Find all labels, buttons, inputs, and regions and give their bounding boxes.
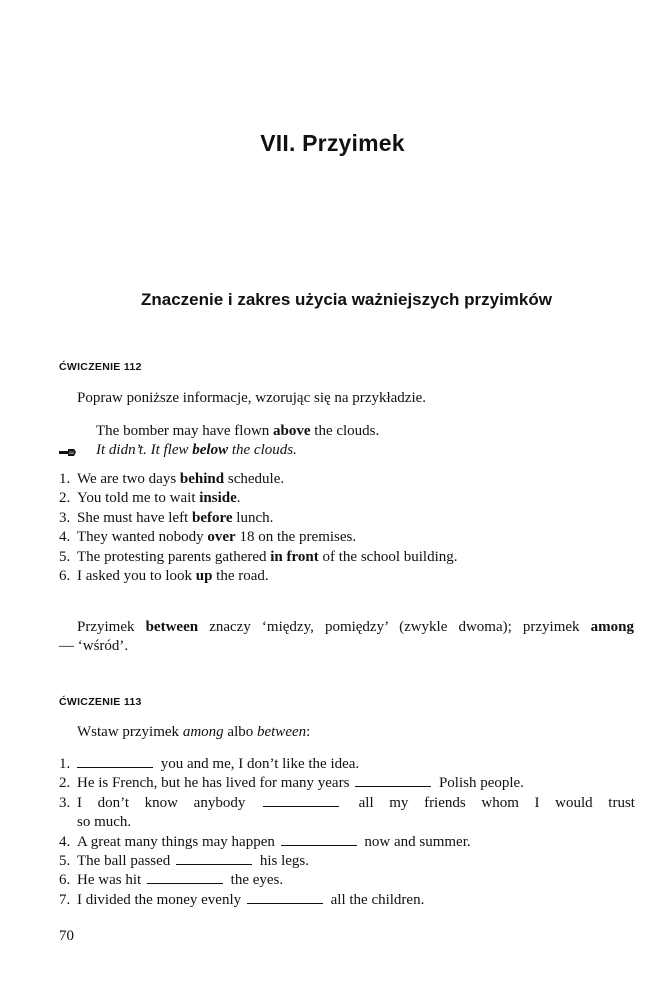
list-item	[59, 755, 635, 774]
note-among: among	[590, 619, 634, 635]
item-number: 4.	[59, 833, 71, 850]
item-number: 1.	[59, 756, 71, 772]
exercise-113-heading: ĆWICZENIE 113	[59, 696, 142, 708]
item-text: He is French, but he has lived for many years	[77, 775, 354, 792]
note-line-2: — ‘wśród’.	[59, 638, 129, 654]
list-item	[59, 871, 635, 890]
item-text: She must have left	[77, 509, 192, 526]
note-between: between	[145, 619, 199, 635]
list-item	[59, 774, 635, 793]
item-text: A great many things may happen	[77, 833, 279, 850]
blank-field[interactable]	[147, 872, 223, 884]
page-number: 70	[59, 928, 74, 944]
list-item	[59, 852, 635, 871]
exercise-112-instruction: Popraw poniższe informacje, wzorując się na przykładzie.	[77, 390, 427, 406]
blank-field[interactable]	[355, 775, 431, 787]
item-text-end: of the school building.	[318, 548, 458, 565]
item-number: 2.	[59, 490, 71, 507]
instruction-text: Wstaw przyimek	[77, 724, 183, 740]
item-text: I divided the money evenly	[77, 891, 245, 908]
item-preposition: behind	[179, 471, 225, 487]
item-number: 2.	[59, 775, 71, 792]
blank-field[interactable]	[263, 795, 339, 807]
item-number: 3.	[59, 794, 71, 811]
item-text-end: all the children.	[326, 891, 425, 908]
item-number: 3.	[59, 509, 71, 526]
exercise-112-answer	[96, 440, 297, 460]
item-text: The protesting parents gathered	[77, 548, 271, 565]
item-number: 6.	[59, 872, 71, 889]
list-item	[59, 509, 639, 528]
list-item	[59, 794, 635, 833]
item-text-end: his legs.	[256, 853, 309, 870]
item-number: 7.	[59, 891, 71, 908]
list-item	[59, 528, 639, 547]
item-continuation: so much.	[77, 814, 132, 831]
item-text-end: all my friends whom I would trust	[342, 794, 635, 811]
item-text-end: the eyes.	[226, 872, 284, 889]
item-text-end: schedule.	[224, 471, 285, 487]
item-preposition: up	[195, 568, 213, 585]
example-text: The bomber may have flown	[96, 423, 274, 439]
blank-field[interactable]	[281, 834, 357, 846]
item-text: We are two days	[77, 471, 180, 487]
item-number: 1.	[59, 471, 71, 487]
instruction-among: among	[182, 724, 224, 740]
item-text-end: now and summer.	[360, 833, 471, 850]
item-preposition: inside	[199, 490, 237, 507]
list-item	[59, 567, 639, 586]
exercise-112-heading: ĆWICZENIE 112	[59, 361, 142, 373]
item-text-end: 18 on the premises.	[235, 529, 357, 546]
note-line-1	[77, 617, 634, 637]
item-text-end: you and me, I don’t like the idea.	[157, 756, 360, 772]
item-text-end: .	[236, 490, 241, 507]
item-text: I don’t know anybody	[77, 794, 261, 811]
example-preposition: above	[273, 423, 311, 439]
note-text-mid: znaczy ‘między, pomiędzy’ (zwykle dwoma); przyimek	[198, 619, 591, 635]
answer-text-end: the clouds.	[228, 442, 297, 458]
example-text-end: the clouds.	[310, 423, 380, 439]
list-item	[59, 548, 639, 567]
exercise-113-list	[59, 755, 635, 910]
list-item	[59, 891, 635, 910]
item-text: You told me to wait	[77, 490, 200, 507]
item-preposition: over	[207, 529, 236, 546]
instruction-text-mid: albo	[223, 724, 257, 740]
item-text: The ball passed	[77, 853, 175, 870]
list-item	[59, 470, 639, 489]
instruction-text-end: :	[306, 724, 311, 740]
list-item	[59, 489, 639, 508]
item-number: 5.	[59, 853, 71, 870]
item-preposition: before	[191, 509, 233, 526]
answer-preposition: below	[192, 442, 229, 458]
note-text: Przyimek	[77, 619, 146, 635]
item-text-end: the road.	[212, 568, 269, 585]
exercise-112-list	[59, 470, 639, 586]
item-text-end: lunch.	[232, 509, 274, 526]
blank-field[interactable]	[176, 853, 252, 865]
pointing-hand-icon	[59, 446, 77, 462]
instruction-between: between	[256, 724, 307, 740]
item-text: He was hit	[77, 872, 145, 889]
blank-field[interactable]	[77, 756, 153, 768]
item-text: They wanted nobody	[77, 529, 208, 546]
item-text-end: Polish people.	[435, 775, 524, 792]
list-item	[59, 833, 635, 852]
section-title: Znaczenie i zakres użycia ważniejszych przyimków	[140, 290, 552, 309]
chapter-title: VII. Przyimek	[260, 130, 405, 156]
exercise-112-example	[96, 421, 379, 441]
answer-text: It didn’t. It flew	[96, 442, 193, 458]
item-number: 5.	[59, 548, 71, 565]
item-number: 6.	[59, 568, 71, 585]
item-preposition: in front	[270, 548, 319, 565]
blank-field[interactable]	[247, 892, 323, 904]
item-number: 4.	[59, 529, 71, 546]
item-text: I asked you to look	[77, 568, 196, 585]
exercise-113-instruction	[77, 722, 310, 742]
